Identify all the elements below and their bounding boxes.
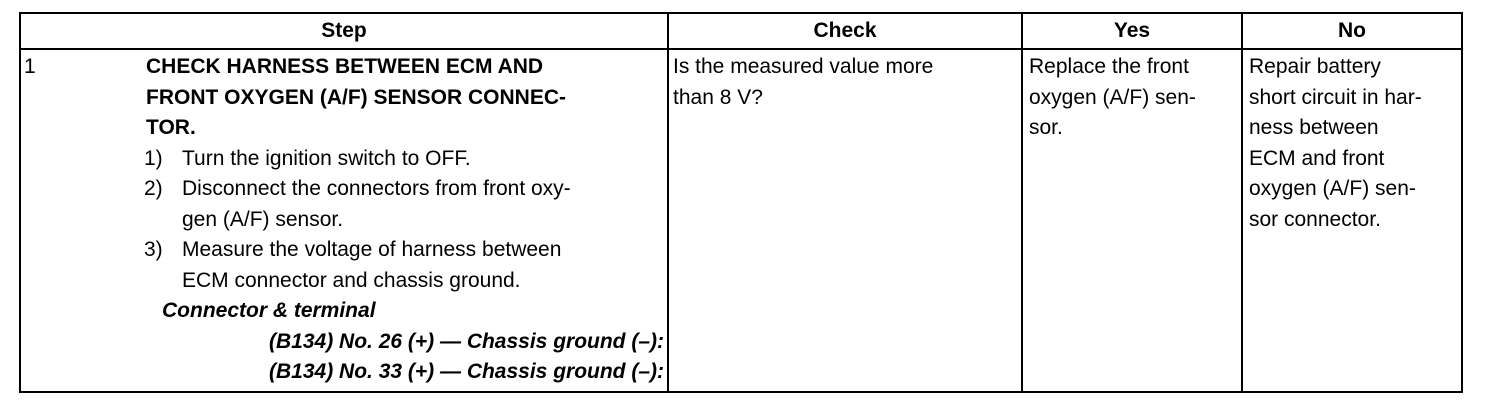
substep-line: ECM connector and chassis ground. <box>182 268 521 292</box>
yes-line: sor. <box>1029 116 1063 139</box>
check-line: Is the measured value more <box>673 55 934 78</box>
no-line: ECM and front <box>1249 146 1385 170</box>
step-number: 1 <box>24 55 36 78</box>
substep-number: 2) <box>144 177 163 200</box>
substep-list <box>144 144 571 297</box>
step-title-line: CHECK HARNESS BETWEEN ECM AND <box>146 55 544 78</box>
substep-line: Measure the voltage of harness between <box>182 238 562 261</box>
column-divider <box>1241 14 1243 391</box>
header-check: Check <box>669 14 1021 50</box>
step-title-line: FRONT OXYGEN (A/F) SENSOR CONNEC- <box>146 85 567 109</box>
yes-line: oxygen (A/F) sen- <box>1029 85 1196 109</box>
substep-number: 3) <box>144 238 163 261</box>
substep-line: Turn the ignition switch to OFF. <box>182 146 471 170</box>
yes-action <box>1029 52 1196 144</box>
substep-line: gen (A/F) sensor. <box>182 207 344 231</box>
no-action <box>1249 52 1422 235</box>
connector-heading: Connector & terminal <box>162 299 376 322</box>
yes-line: Replace the front <box>1029 55 1189 78</box>
header-yes: Yes <box>1023 14 1241 50</box>
step-title-line: TOR. <box>146 116 196 139</box>
header-step: Step <box>21 14 667 50</box>
diagnostic-table <box>19 12 1463 393</box>
column-divider <box>667 14 669 391</box>
substep-line: Disconnect the connectors from front oxy- <box>182 177 571 200</box>
terminal-spec: (B134) No. 26 (+) — Chassis ground (–): <box>269 329 664 353</box>
step-title <box>146 52 566 144</box>
header-no: No <box>1243 14 1461 50</box>
check-question <box>673 52 933 113</box>
substep-item <box>144 235 571 296</box>
no-line: short circuit in har- <box>1249 85 1422 109</box>
header-divider <box>21 48 1461 50</box>
no-line: sor connector. <box>1249 207 1381 231</box>
no-line: Repair battery <box>1249 55 1381 78</box>
no-line: ness between <box>1249 116 1379 139</box>
substep-item <box>144 144 571 175</box>
substep-number: 1) <box>144 146 163 170</box>
column-divider <box>1021 14 1023 391</box>
check-line: than 8 V? <box>673 85 763 109</box>
no-line: oxygen (A/F) sen- <box>1249 177 1416 200</box>
substep-item <box>144 174 571 235</box>
terminal-spec: (B134) No. 33 (+) — Chassis ground (–): <box>269 360 664 383</box>
